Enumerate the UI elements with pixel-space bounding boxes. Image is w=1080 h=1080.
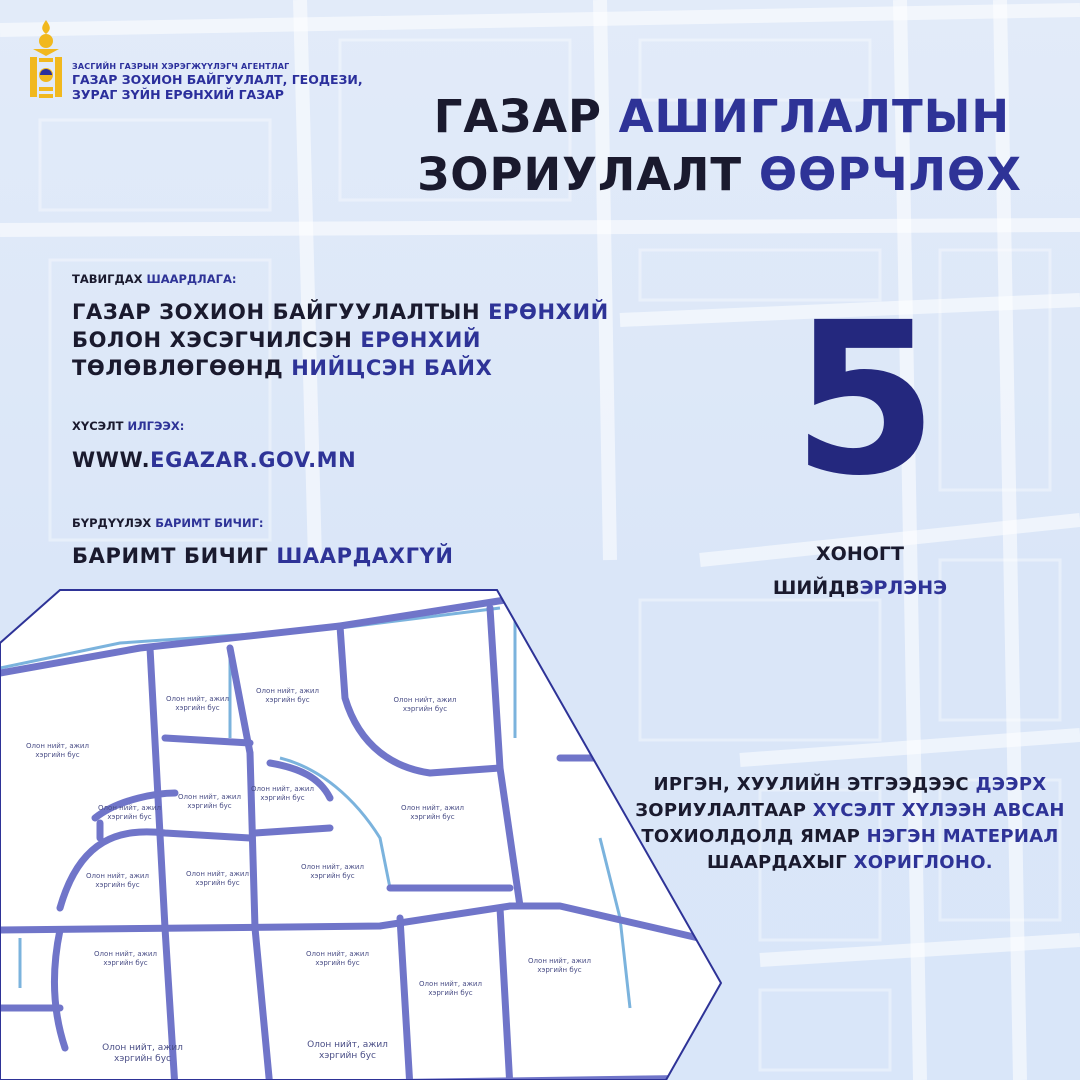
submit-url-link[interactable]: WWW.EGAZAR.GOV.MN [72, 448, 357, 472]
agency-name-line2: ЗУРАГ ЗҮЙН ЕРӨНХИЙ ГАЗАР [72, 87, 284, 102]
documents-label: БҮРДҮҮЛЭХ БАРИМТ БИЧИГ: [72, 516, 264, 530]
map-block-label: Олон нийт, ажил хэргийн бус [307, 1040, 388, 1061]
decision-days-unit: ХОНОГТ [816, 543, 904, 565]
page-title-line2: ЗОРИУЛАЛТ ӨӨРЧЛӨХ [417, 148, 1022, 201]
map-block-label: Олон нийт, ажил хэргийн бус [301, 863, 364, 880]
map-block-label: Олон нийт, ажил хэргийн бус [393, 696, 457, 713]
submit-label: ХҮСЭЛТ ИЛГЭЭХ: [72, 419, 185, 433]
map-block-label: Олон нийт, ажил хэргийн бус [528, 957, 591, 974]
map-block-label: Олон нийт, ажил хэргийн бус [178, 793, 241, 810]
soyombo-emblem-icon [26, 20, 66, 102]
map-block-label: Олон нийт, ажил хэргийн бус [306, 950, 369, 967]
requirement-line3: ТӨЛӨВЛӨГӨӨНД НИЙЦСЭН БАЙХ [72, 356, 493, 380]
map-block-label: Олон нийт, ажил хэргийн бус [102, 1043, 183, 1064]
decision-days-number: 5 [791, 277, 939, 522]
note-line3: ТОХИОЛДОЛД ЯМАР НЭГЭН МАТЕРИАЛ [641, 826, 1059, 847]
map-block-label: Олон нийт, ажил хэргийн бус [251, 785, 314, 802]
map-block-label: Олон нийт, ажил хэргийн бус [86, 872, 149, 889]
map-block-label: Олон нийт, ажил хэргийн бус [26, 742, 89, 759]
note-line4: ШААРДАХЫГ ХОРИГЛОНО. [707, 852, 993, 873]
map-block-label: Олон нийт, ажил хэргийн бус [94, 950, 157, 967]
decision-resolve-text: ШИЙДВЭРЛЭНЭ [772, 577, 948, 599]
map-block-label: Олон нийт, ажил хэргийн бус [256, 687, 319, 704]
map-block-label: Олон нийт, ажил хэргийн бус [98, 804, 161, 821]
agency-name-line1: ГАЗАР ЗОХИОН БАЙГУУЛАЛТ, ГЕОДЕЗИ, [72, 72, 363, 87]
map-block-label: Олон нийт, ажил хэргийн бус [166, 695, 229, 712]
city-block-map [0, 588, 722, 1080]
requirement-line2: БОЛОН ХЭСЭГЧИЛСЭН ЕРӨНХИЙ [72, 328, 482, 352]
note-line1: ИРГЭН, ХУУЛИЙН ЭТГЭЭДЭЭС ДЭЭРХ [653, 774, 1047, 795]
documents-value: БАРИМТ БИЧИГ ШААРДАХГҮЙ [72, 544, 454, 568]
map-block-label: Олон нийт, ажил хэргийн бус [419, 980, 482, 997]
agency-subtitle: ЗАСГИЙН ГАЗРЫН ХЭРЭГЖҮҮЛЭГЧ АГЕНТЛАГ [72, 62, 290, 71]
page-title-line1: ГАЗАР АШИГЛАЛТЫН [433, 90, 1010, 143]
requirement-line1: ГАЗАР ЗОХИОН БАЙГУУЛАЛТЫН ЕРӨНХИЙ [72, 300, 609, 324]
map-block-label: Олон нийт, ажил хэргийн бус [186, 870, 249, 887]
note-line2: ЗОРИУЛАЛТААР ХҮСЭЛТ ХҮЛЭЭН АВСАН [635, 800, 1065, 821]
requirement-label: ТАВИГДАХ ШААРДЛАГА: [72, 272, 237, 286]
map-block-label: Олон нийт, ажил хэргийн бус [401, 804, 464, 821]
